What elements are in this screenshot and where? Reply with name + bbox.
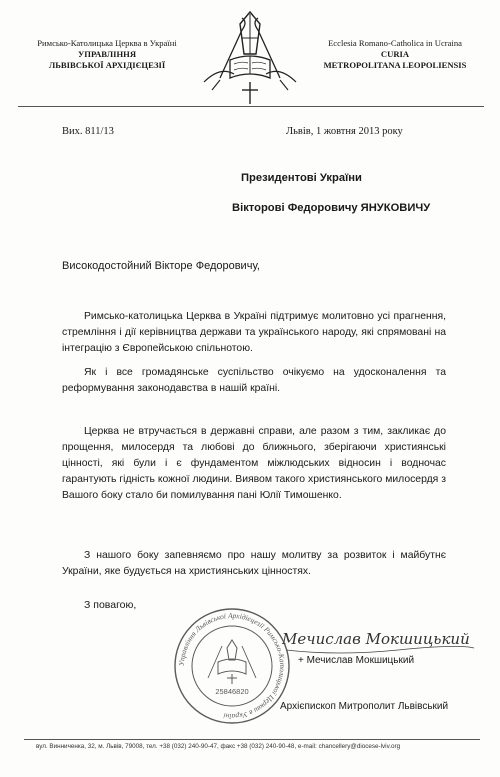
letterhead-right-curia: CURIA	[380, 49, 410, 59]
letterhead-left-office: УПРАВЛІННЯ	[77, 49, 137, 59]
official-seal-stamp	[172, 606, 292, 726]
closing: З повагою,	[84, 599, 137, 611]
outgoing-reference: Вих. 811/13	[62, 126, 114, 137]
salutation: Високодостойний Вікторе Федоровичу,	[62, 260, 260, 272]
signer-title: Архієпископ Митрополит Львівський	[280, 701, 449, 712]
paragraph-4: З нашого боку запевняємо про нашу молитву за розвиток і майбутнє України, яке будується на християнських цінностях.	[62, 550, 446, 577]
svg-text:Управління Львівської Архідієц	[177, 611, 287, 721]
letterhead-divider	[18, 106, 484, 107]
addressee-title: Президентові України	[241, 172, 362, 184]
letter-date: Львів, 1 жовтня 2013 року	[286, 126, 403, 137]
paragraph-2: Як і все громадянське суспільство очікуємо на удосконалення та реформування законодавства в нашій країні.	[62, 367, 446, 394]
coat-of-arms-emblem-icon	[190, 8, 310, 108]
letterhead-left-church: Римсько-Католицька Церква в Україні	[37, 38, 177, 48]
letterhead-left	[18, 38, 196, 71]
footer-contacts: вул. Винниченка, 32, м. Львів, 79008, тел. +38 (032) 240-90-47, факс +38 (032) 240-90-48, e-mail: chancellery@diocese-lviv.org	[36, 743, 401, 750]
seal-text: Управління Львівської Архідієцезії Римсько-Католицької Церкви в Україні	[176, 610, 288, 722]
signature-text: Мечислав Мокшицький	[282, 630, 470, 648]
signer-name: + Мечислав Мокшицький	[298, 655, 415, 666]
letterhead-right-metropolitan: METROPOLITANA LEOPOLIENSIS	[323, 60, 467, 70]
paragraph-1: Римсько-католицька Церква в Україні підтримує молитовно усі прагнення, стремління і дії керівництва держави та українського народу, які спрямовані на інтеграцію з Європейською спільнотою.	[62, 311, 446, 354]
addressee-name: Вікторові Федоровичу ЯНУКОВИЧУ	[232, 202, 431, 214]
paragraph-3: Церква не втручається в державні справи, але разом з тим, закликає до прощення, милосердя та любові до ближнього, зберігаючи християнські цінності, які були і є фундаментом міжлюдських відносин і водночас гарантують гідність кожної людини. Виявом такого християнського милосердя з Вашого боку стало би помилування пані Юлії Тимошенко.	[62, 426, 446, 501]
footer-divider	[24, 739, 480, 740]
letterhead-right-church: Ecclesia Romano-Catholica in Ucraina	[328, 38, 462, 48]
seal-number: 25846820	[215, 687, 249, 696]
letterhead-left-archdiocese: ЛЬВІВСЬКОЇ АРХІДІЄЦЕЗІЇ	[48, 60, 166, 70]
letterhead-right	[306, 38, 484, 71]
